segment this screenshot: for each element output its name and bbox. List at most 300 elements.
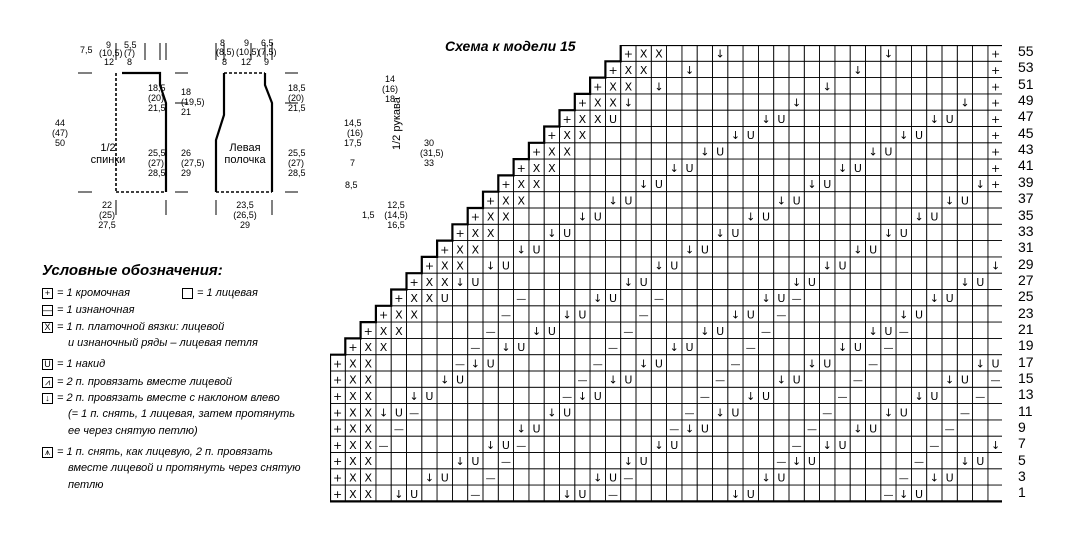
grid-cell	[697, 110, 712, 126]
grid-cell	[927, 192, 942, 208]
grid-cell	[713, 273, 728, 289]
stitch-symbol: X	[349, 438, 357, 452]
grid-cell	[728, 387, 743, 403]
stitch-symbol: U	[425, 390, 434, 404]
grid-cell	[942, 208, 957, 224]
grid-cell	[667, 322, 682, 338]
stitch-symbol: U	[609, 112, 618, 126]
grid-cell	[850, 45, 865, 61]
grid-cell	[621, 338, 636, 354]
grid-cell	[590, 436, 605, 452]
front-dim-4: 9	[244, 38, 250, 48]
grid-cell	[407, 355, 422, 371]
grid-cell	[942, 273, 957, 289]
grid-cell	[728, 159, 743, 175]
grid-cell	[636, 192, 651, 208]
stitch-symbol: ↓	[730, 487, 741, 501]
grid-cell	[774, 338, 789, 354]
grid-cell	[483, 290, 498, 306]
stitch-symbol: U	[410, 487, 419, 501]
grid-cell	[621, 208, 636, 224]
grid-cell	[927, 257, 942, 273]
grid-cell	[804, 143, 819, 159]
grid-cell	[789, 224, 804, 240]
stitch-symbol: U	[501, 438, 510, 452]
stitch-symbol: U	[792, 373, 801, 387]
grid-cell	[376, 485, 391, 501]
stitch-symbol: X	[425, 292, 434, 306]
grid-cell	[560, 355, 575, 371]
stitch-symbol: X	[349, 390, 357, 404]
grid-cell	[544, 273, 559, 289]
grid-cell	[835, 485, 850, 501]
front-dim-arm-1: 18,5	[288, 83, 306, 93]
grid-cell	[973, 485, 988, 501]
stitch-symbol: U	[746, 308, 755, 322]
back-dim-sh-1: 5,5	[124, 40, 137, 50]
stitch-symbol: ↓	[746, 210, 756, 224]
stitch-symbol: X	[410, 292, 418, 306]
stitch-symbol: ↓	[639, 357, 649, 371]
grid-cell	[911, 469, 926, 485]
stitch-symbol: X	[364, 341, 373, 355]
grid-cell	[758, 159, 773, 175]
grid-cell	[835, 241, 850, 257]
stitch-symbol: ↓	[837, 341, 848, 355]
stitch-symbol: U	[807, 455, 816, 469]
grid-cell	[575, 453, 590, 469]
grid-cell	[682, 175, 697, 191]
row-number: 15	[1018, 370, 1034, 386]
stitch-symbol: +	[378, 308, 389, 322]
stitch-symbol: U	[685, 341, 694, 355]
grid-cell	[529, 453, 544, 469]
grid-cell	[697, 78, 712, 94]
grid-cell	[376, 355, 391, 371]
stitch-symbol: U	[609, 471, 618, 485]
stitch-symbol: X	[410, 308, 418, 322]
grid-cell	[651, 241, 666, 257]
grid-cell	[804, 257, 819, 273]
stitch-symbol: —	[378, 440, 389, 452]
stitch-symbol: U	[976, 455, 985, 469]
grid-cell	[820, 338, 835, 354]
grid-cell	[560, 371, 575, 387]
grid-cell	[835, 45, 850, 61]
stitch-symbol: X	[563, 129, 571, 143]
grid-cell	[942, 485, 957, 501]
grid-cell	[957, 224, 972, 240]
stitch-symbol: X	[532, 161, 541, 175]
grid-cell	[514, 387, 529, 403]
stitch-symbol: U	[869, 243, 878, 257]
grid-cell	[927, 453, 942, 469]
legend-item	[42, 287, 130, 300]
grid-cell	[682, 110, 697, 126]
grid-cell	[728, 371, 743, 387]
grid-cell	[774, 404, 789, 420]
stitch-symbol: U	[777, 292, 786, 306]
grid-cell	[835, 127, 850, 143]
stitch-symbol: —	[608, 343, 619, 355]
grid-cell	[605, 159, 620, 175]
grid-cell	[605, 208, 620, 224]
grid-cell	[973, 257, 988, 273]
stitch-symbol: ↓	[623, 275, 633, 289]
stitch-symbol: ↓	[715, 406, 725, 420]
grid-cell	[820, 192, 835, 208]
grid-cell	[911, 175, 926, 191]
grid-cell	[758, 143, 773, 159]
stitch-symbol: X	[349, 471, 357, 485]
grid-cell	[728, 420, 743, 436]
grid-cell	[988, 290, 1002, 306]
grid-cell	[789, 355, 804, 371]
stitch-symbol: ↓	[684, 243, 695, 257]
legend-item	[42, 321, 224, 334]
grid-cell	[850, 127, 865, 143]
legend-symbol: ↓	[42, 393, 53, 404]
grid-cell	[866, 387, 881, 403]
grid-cell	[468, 387, 483, 403]
grid-cell	[391, 469, 406, 485]
grid-cell	[896, 371, 911, 387]
grid-cell	[483, 273, 498, 289]
stitch-symbol: +	[455, 227, 465, 241]
grid-cell	[957, 143, 972, 159]
grid-cell	[743, 110, 758, 126]
stitch-symbol: ↓	[562, 487, 572, 501]
grid-cell	[667, 224, 682, 240]
grid-cell	[560, 241, 575, 257]
stitch-symbol: U	[731, 227, 740, 241]
grid-cell	[789, 143, 804, 159]
grid-cell	[774, 78, 789, 94]
grid-cell	[560, 420, 575, 436]
grid-cell	[651, 306, 666, 322]
stitch-symbol: ↓	[822, 259, 832, 273]
grid-cell	[820, 420, 835, 436]
stitch-symbol: ↓	[623, 455, 633, 469]
stitch-symbol: —	[837, 392, 848, 404]
grid-cell	[529, 387, 544, 403]
stitch-symbol: +	[990, 112, 1001, 126]
grid-cell	[544, 387, 559, 403]
stitch-symbol: U	[501, 259, 510, 273]
stitch-symbol: U	[853, 341, 862, 355]
grid-cell	[758, 192, 773, 208]
grid-cell	[697, 273, 712, 289]
grid-cell	[804, 45, 819, 61]
grid-cell	[911, 257, 926, 273]
stitch-symbol: ↓	[822, 438, 832, 452]
grid-cell	[728, 175, 743, 191]
stitch-symbol: X	[349, 455, 357, 469]
grid-cell	[988, 338, 1002, 354]
grid-cell	[743, 404, 758, 420]
stitch-symbol: U	[945, 292, 954, 306]
grid-cell	[605, 143, 620, 159]
stitch-symbol: ↓	[501, 341, 511, 355]
grid-cell	[896, 436, 911, 452]
grid-cell	[804, 208, 819, 224]
grid-cell	[835, 453, 850, 469]
row-number: 1	[1018, 484, 1026, 501]
grid-cell	[560, 192, 575, 208]
grid-cell	[820, 387, 835, 403]
stitch-symbol: U	[915, 308, 924, 322]
grid-cell	[407, 322, 422, 338]
grid-cell	[483, 485, 498, 501]
grid-cell	[575, 192, 590, 208]
grid-cell	[758, 257, 773, 273]
grid-cell	[605, 127, 620, 143]
grid-cell	[437, 420, 452, 436]
row-number: 7	[1018, 435, 1026, 452]
stitch-symbol: ↓	[792, 275, 802, 289]
grid-cell	[896, 273, 911, 289]
stitch-symbol: —	[608, 489, 619, 501]
stitch-symbol: —	[562, 392, 573, 404]
grid-cell	[636, 224, 651, 240]
grid-cell	[789, 241, 804, 257]
grid-cell	[820, 94, 835, 110]
grid-cell	[866, 257, 881, 273]
stitch-symbol: X	[593, 112, 602, 126]
stitch-symbol: ↓	[394, 487, 404, 501]
stitch-symbol: U	[639, 275, 648, 289]
grid-cell	[667, 453, 682, 469]
grid-cell	[804, 485, 819, 501]
grid-cell	[452, 420, 467, 436]
chart-title: Схема к модели 15	[445, 38, 576, 54]
grid-cell	[911, 338, 926, 354]
stitch-symbol: X	[364, 471, 373, 485]
stitch-symbol: ↓	[746, 390, 756, 404]
grid-cell	[560, 208, 575, 224]
grid-cell	[896, 208, 911, 224]
stitch-symbol: —	[455, 359, 466, 371]
grid-cell	[927, 371, 942, 387]
grid-cell	[514, 469, 529, 485]
grid-cell	[636, 94, 651, 110]
stitch-symbol: ↓	[455, 455, 465, 469]
sleeve-dim-len-2: (31,5)	[420, 148, 444, 158]
grid-cell	[728, 453, 743, 469]
stitch-symbol: U	[394, 406, 403, 420]
stitch-symbol: ↓	[776, 194, 786, 208]
grid-cell	[789, 257, 804, 273]
grid-cell	[544, 208, 559, 224]
grid-cell	[896, 143, 911, 159]
grid-cell	[713, 469, 728, 485]
stitch-symbol: ↓	[654, 80, 664, 94]
grid-cell	[636, 290, 651, 306]
grid-cell	[774, 420, 789, 436]
grid-cell	[498, 224, 513, 240]
grid-cell	[850, 110, 865, 126]
legend-text: = 1 п. снять, как лицевую, 2 п. провязать	[57, 446, 273, 458]
grid-cell	[789, 387, 804, 403]
back-dim-side-1: 25,5	[148, 148, 166, 158]
front-dim-side-3: 29	[181, 168, 192, 178]
stitch-symbol: X	[364, 390, 373, 404]
grid-cell	[529, 404, 544, 420]
grid-cell	[544, 355, 559, 371]
stitch-symbol: ↓	[761, 112, 771, 126]
front-dim-side2-1: 25,5	[288, 148, 306, 158]
grid-cell	[697, 290, 712, 306]
grid-cell	[743, 159, 758, 175]
grid-cell	[651, 404, 666, 420]
grid-cell	[835, 469, 850, 485]
grid-cell	[728, 273, 743, 289]
stitch-symbol: U	[915, 487, 924, 501]
stitch-symbol: U	[609, 292, 618, 306]
grid-cell	[774, 143, 789, 159]
grid-cell	[483, 338, 498, 354]
grid-cell	[850, 322, 865, 338]
grid-cell	[820, 290, 835, 306]
legend-item	[42, 358, 105, 371]
grid-cell	[804, 322, 819, 338]
grid-cell	[866, 469, 881, 485]
stitch-symbol: +	[990, 145, 1001, 159]
front-dim-bottom-1: 23,5	[236, 200, 254, 210]
stitch-symbol: ↓	[883, 406, 894, 420]
grid-cell	[820, 306, 835, 322]
grid-cell	[621, 387, 636, 403]
stitch-symbol: +	[990, 129, 1001, 143]
back-dim-bottom-3: 27,5	[98, 220, 116, 230]
grid-cell	[758, 273, 773, 289]
stitch-symbol: —	[745, 343, 756, 355]
stitch-symbol: U	[823, 178, 832, 192]
grid-cell	[881, 371, 896, 387]
grid-cell	[529, 485, 544, 501]
back-dim-neck-3: 12	[104, 57, 115, 67]
grid-cell	[483, 387, 498, 403]
grid-cell	[789, 110, 804, 126]
stitch-symbol: ↓	[899, 487, 909, 501]
stitch-symbol: U	[700, 422, 709, 436]
stitch-symbol: +	[990, 64, 1001, 78]
grid-cell	[498, 273, 513, 289]
sleeve-dim-cap-1: 14,5	[344, 118, 362, 128]
row-number: 47	[1018, 108, 1034, 125]
stitch-symbol: +	[990, 47, 1001, 61]
grid-cell	[835, 61, 850, 77]
grid-cell	[682, 371, 697, 387]
grid-cell	[774, 322, 789, 338]
grid-cell	[376, 453, 391, 469]
stitch-symbol: X	[502, 194, 510, 208]
grid-cell	[988, 420, 1002, 436]
grid-cell	[483, 241, 498, 257]
grid-cell	[850, 273, 865, 289]
stitch-symbol: U	[486, 357, 495, 371]
grid-cell	[942, 322, 957, 338]
stitch-symbol: ↓	[853, 243, 863, 257]
stitch-symbol: U	[624, 373, 633, 387]
grid-cell	[942, 94, 957, 110]
legend-item	[42, 376, 232, 389]
grid-cell	[529, 338, 544, 354]
grid-cell	[667, 485, 682, 501]
stitch-symbol: ↓	[608, 373, 618, 387]
back-dim-sh-2: (7)	[124, 48, 135, 58]
grid-cell	[605, 322, 620, 338]
grid-cell	[667, 241, 682, 257]
grid-cell	[850, 192, 865, 208]
grid-cell	[881, 78, 896, 94]
grid-cell	[743, 355, 758, 371]
grid-cell	[697, 453, 712, 469]
grid-cell	[942, 175, 957, 191]
grid-cell	[544, 453, 559, 469]
grid-cell	[758, 127, 773, 143]
grid-cell	[713, 159, 728, 175]
stitch-symbol: —	[470, 489, 481, 501]
stitch-symbol: ↓	[990, 259, 1001, 273]
grid-cell	[820, 159, 835, 175]
stitch-symbol: —	[485, 473, 496, 485]
stitch-symbol: —	[791, 440, 802, 452]
grid-cell	[988, 273, 1002, 289]
grid-cell	[667, 127, 682, 143]
stitch-symbol: ↓	[531, 324, 542, 338]
grid-cell	[743, 45, 758, 61]
stitch-symbol: U	[670, 259, 679, 273]
grid-cell	[942, 338, 957, 354]
grid-cell	[560, 453, 575, 469]
grid-cell	[804, 224, 819, 240]
stitch-symbol: —	[516, 294, 527, 306]
stitch-symbol: U	[532, 243, 541, 257]
front-dim-6: 12	[241, 57, 252, 67]
stitch-symbol: +	[440, 243, 450, 257]
grid-cell	[973, 404, 988, 420]
dimension-lines	[78, 43, 298, 215]
grid-cell	[881, 241, 896, 257]
grid-cell	[498, 420, 513, 436]
grid-cell	[621, 306, 636, 322]
stitch-symbol: —	[684, 408, 695, 420]
grid-cell	[835, 143, 850, 159]
stitch-symbol: —	[699, 392, 710, 404]
grid-cell	[896, 453, 911, 469]
row-number: 33	[1018, 222, 1034, 239]
grid-cell	[911, 273, 926, 289]
stitch-symbol: —	[577, 375, 588, 387]
grid-cell	[682, 78, 697, 94]
grid-cell	[881, 453, 896, 469]
grid-cell	[636, 469, 651, 485]
grid-cell	[942, 45, 957, 61]
stitch-symbol: ↓	[807, 178, 817, 192]
grid-cell	[682, 306, 697, 322]
stitch-symbol: U	[563, 406, 572, 420]
grid-cell	[636, 371, 651, 387]
grid-cell	[957, 290, 972, 306]
legend-text: = 1 кромочная	[57, 287, 130, 299]
grid-cell	[590, 143, 605, 159]
grid-cell	[575, 273, 590, 289]
stitch-symbol: U	[440, 471, 449, 485]
grid-cell	[621, 159, 636, 175]
grid-cell	[743, 420, 758, 436]
grid-cell	[544, 338, 559, 354]
